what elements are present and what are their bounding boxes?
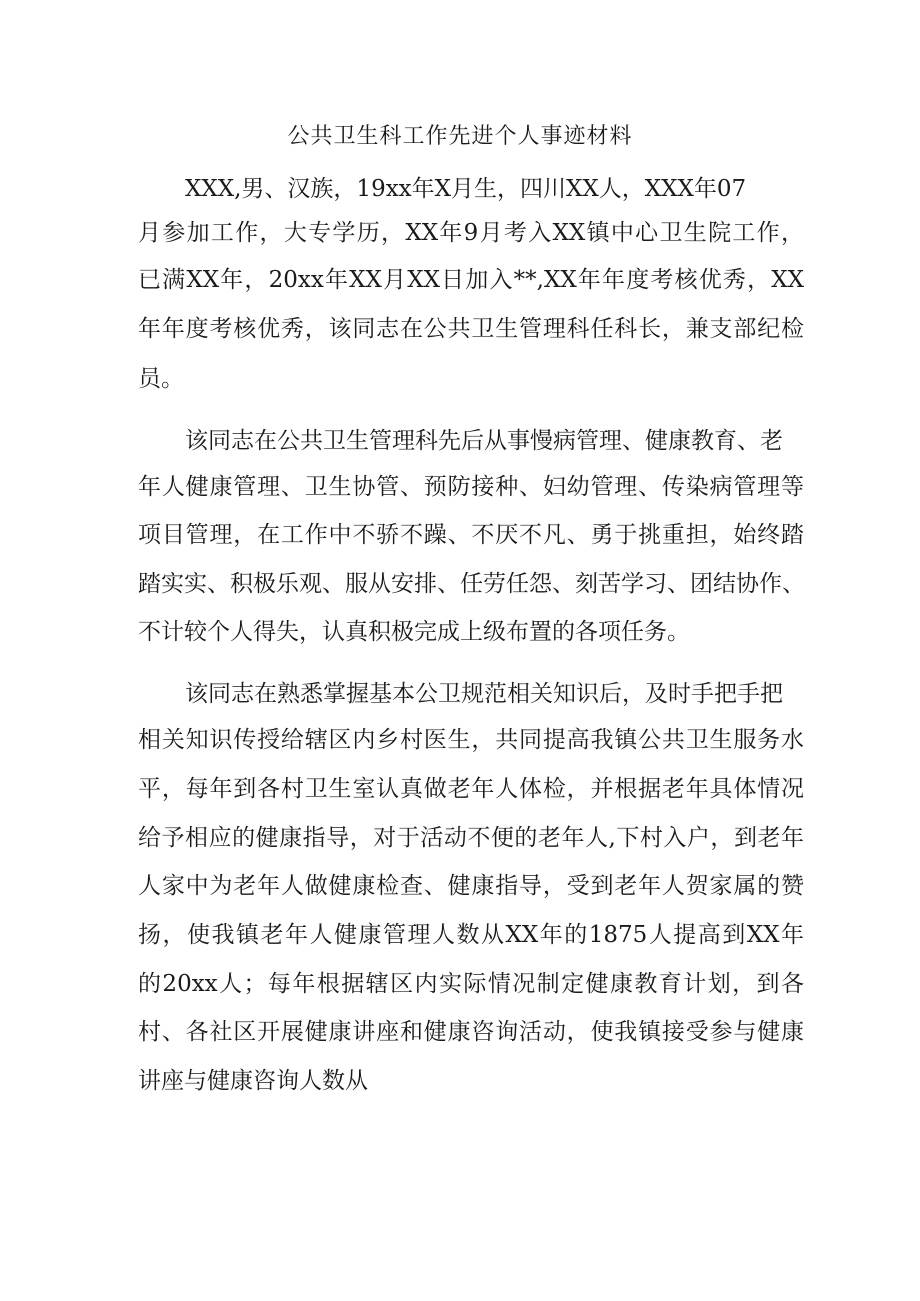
paragraph-1-line-5: 员。 xyxy=(138,366,184,392)
paragraph-3-line-7: 的20xx人；每年根据辖区内实际情况制定健康教育计划，到各 xyxy=(138,971,804,997)
paragraph-3-line-2: 相关知识传授给辖区内乡村医生，共同提高我镇公共卫生服务水 xyxy=(138,727,804,753)
paragraph-1-line-1: XXX,男、汉族，19xx年X月生，四川XX人，XXX年07 xyxy=(185,176,747,202)
paragraph-1-line-3: 已满XX年，20xx年XX月XX日加入**,XX年年度考核优秀，XX xyxy=(138,267,804,293)
paragraph-3-line-8: 村、各社区开展健康讲座和健康咨询活动，使我镇接受参与健康 xyxy=(138,1019,804,1045)
paragraph-3-line-3: 平，每年到各村卫生室认真做老年人体检，并根据老年具体情况 xyxy=(138,776,804,802)
paragraph-3-line-6: 扬，使我镇老年人健康管理人数从XX年的1875人提高到XX年 xyxy=(138,922,804,948)
paragraph-2-line-3: 项目管理，在工作中不骄不躁、不厌不凡、勇于挑重担，始终踏 xyxy=(138,522,804,548)
paragraph-3-line-1: 该同志在熟悉掌握基本公卫规范相关知识后，及时手把手把 xyxy=(185,681,783,707)
paragraph-1-line-2: 月参加工作，大专学历，XX年9月考入XX镇中心卫生院工作， xyxy=(138,220,804,246)
paragraph-2-line-5: 不计较个人得失，认真积极完成上级布置的各项任务。 xyxy=(138,619,690,645)
paragraph-3-line-5: 人家中为老年人做健康检查、健康指导，受到老年人贺家属的赞 xyxy=(138,873,804,899)
paragraph-1-line-4: 年年度考核优秀，该同志在公共卫生管理科任科长，兼支部纪检 xyxy=(138,316,804,342)
paragraph-3-line-9: 讲座与健康咨询人数从 xyxy=(138,1068,368,1094)
paragraph-2-line-1: 该同志在公共卫生管理科先后从事慢病管理、健康教育、老 xyxy=(185,428,783,454)
paragraph-2-line-2: 年人健康管理、卫生协管、预防接种、妇幼管理、传染病管理等 xyxy=(138,474,804,500)
document-title: 公共卫生科工作先进个人事迹材料 xyxy=(287,124,633,149)
paragraph-2-line-4: 踏实实、积极乐观、服从安排、任劳任怨、刻苦学习、团结协作、 xyxy=(138,571,805,597)
paragraph-3-line-4: 给予相应的健康指导，对于活动不便的老年人,下村入户，到老年 xyxy=(138,825,804,851)
